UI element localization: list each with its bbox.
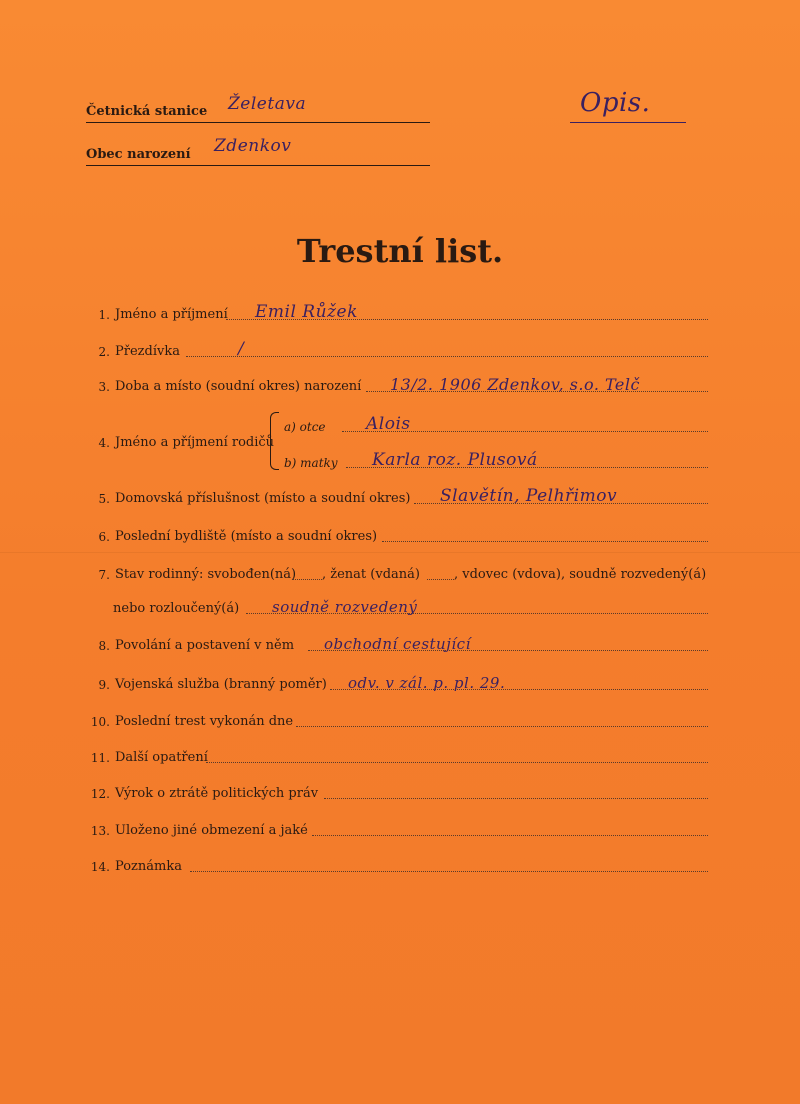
field-label: Domovská příslušnost (místo a soudní okres) xyxy=(115,491,411,506)
field-label: b) matky xyxy=(284,456,338,470)
station-value: Želetava xyxy=(228,94,307,114)
field-row-military xyxy=(0,670,800,694)
field-label: Poslední trest vykonán dne xyxy=(115,714,294,729)
field-row-birth xyxy=(0,372,800,396)
field-number: 5. xyxy=(98,492,110,506)
field-number: 13. xyxy=(90,824,110,838)
field-number: 11. xyxy=(90,751,110,765)
field-number: 12. xyxy=(90,787,110,801)
field-row-name xyxy=(0,300,800,324)
field-number: 1. xyxy=(98,308,110,322)
opis-underline xyxy=(570,122,686,123)
fold-line xyxy=(0,552,800,553)
field-dotted-line xyxy=(382,541,708,542)
field-row-note xyxy=(0,852,800,876)
field-row-divorced xyxy=(0,594,800,618)
field-dotted-line xyxy=(292,579,322,580)
field-label: Doba a místo (soudní okres) narození xyxy=(115,379,362,394)
field-row-mother xyxy=(0,448,800,472)
field-label: Poznámka xyxy=(115,859,182,874)
field-label: Další opatření xyxy=(115,750,208,765)
field-dotted-line xyxy=(324,798,708,799)
field-row-residence xyxy=(0,522,800,546)
opis-note: Opis. xyxy=(580,88,651,118)
birthplace-underline xyxy=(86,165,430,166)
field-label: Stav rodinný: svobođen(ná) xyxy=(115,567,297,582)
field-row-last-sentence xyxy=(0,707,800,731)
field-label: Poslední bydliště (místo a soudní okres) xyxy=(115,529,378,544)
field-dotted-line xyxy=(186,356,708,357)
field-label: Povolání a postavení v něm xyxy=(115,638,295,653)
field-number: 3. xyxy=(98,380,110,394)
field-number: 7. xyxy=(98,568,110,582)
field-row-nickname xyxy=(0,337,800,361)
field-number: 2. xyxy=(98,345,110,359)
field-value: obchodní cestující xyxy=(324,635,471,653)
field-value: Emil Růžek xyxy=(255,302,358,322)
field-label: Jméno a příjmení xyxy=(115,307,228,322)
birthplace-value: Zdenkov xyxy=(214,136,292,156)
field-row-marital xyxy=(0,560,800,584)
field-row-domicile xyxy=(0,484,800,508)
field-label: a) otce xyxy=(284,420,326,434)
field-dotted-line xyxy=(312,835,708,836)
field-dotted-line xyxy=(190,871,708,872)
field-number: 8. xyxy=(98,639,110,653)
field-row-restrictions xyxy=(0,816,800,840)
field-label: , ženat (vdaná) xyxy=(322,567,420,582)
field-number: 10. xyxy=(90,715,110,729)
field-value: Alois xyxy=(366,414,411,434)
field-row-father xyxy=(0,412,800,436)
field-dotted-line xyxy=(206,762,708,763)
field-label: , vdovec (vdova), soudně rozvedený(á) xyxy=(454,567,707,582)
field-label: nebo rozloučený(á) xyxy=(113,601,240,616)
station-label: Četnická stanice xyxy=(86,104,208,119)
field-number: 14. xyxy=(90,860,110,874)
field-value: odv. v zál. p. pl. 29. xyxy=(348,674,506,692)
field-value: soudně rozvedený xyxy=(272,598,418,616)
field-number: 9. xyxy=(98,678,110,692)
field-value: Karla roz. Plusová xyxy=(372,450,538,470)
field-label: Výrok o ztrátě politických práv xyxy=(115,786,319,801)
field-row-political-rights xyxy=(0,779,800,803)
field-value: 13/2. 1906 Zdenkov, s.o. Telč xyxy=(390,375,640,394)
field-number: 6. xyxy=(98,530,110,544)
field-value: / xyxy=(238,339,245,359)
field-row-occupation xyxy=(0,631,800,655)
field-row-measures xyxy=(0,743,800,767)
field-number: 4. xyxy=(98,436,110,450)
birthplace-label: Obec narození xyxy=(86,147,191,162)
field-label: Přezdívka xyxy=(115,344,180,359)
field-dotted-line xyxy=(427,579,454,580)
document-title: Trestní list. xyxy=(296,232,504,270)
field-label: Vojenská služba (branný poměr) xyxy=(115,677,327,692)
field-label: Uloženo jiné obmezení a jaké xyxy=(115,823,308,838)
station-underline xyxy=(86,122,430,123)
field-dotted-line xyxy=(296,726,708,727)
field-label: Jméno a příjmení rodičů xyxy=(115,435,275,450)
field-value: Slavětín, Pelhřimov xyxy=(440,486,618,506)
